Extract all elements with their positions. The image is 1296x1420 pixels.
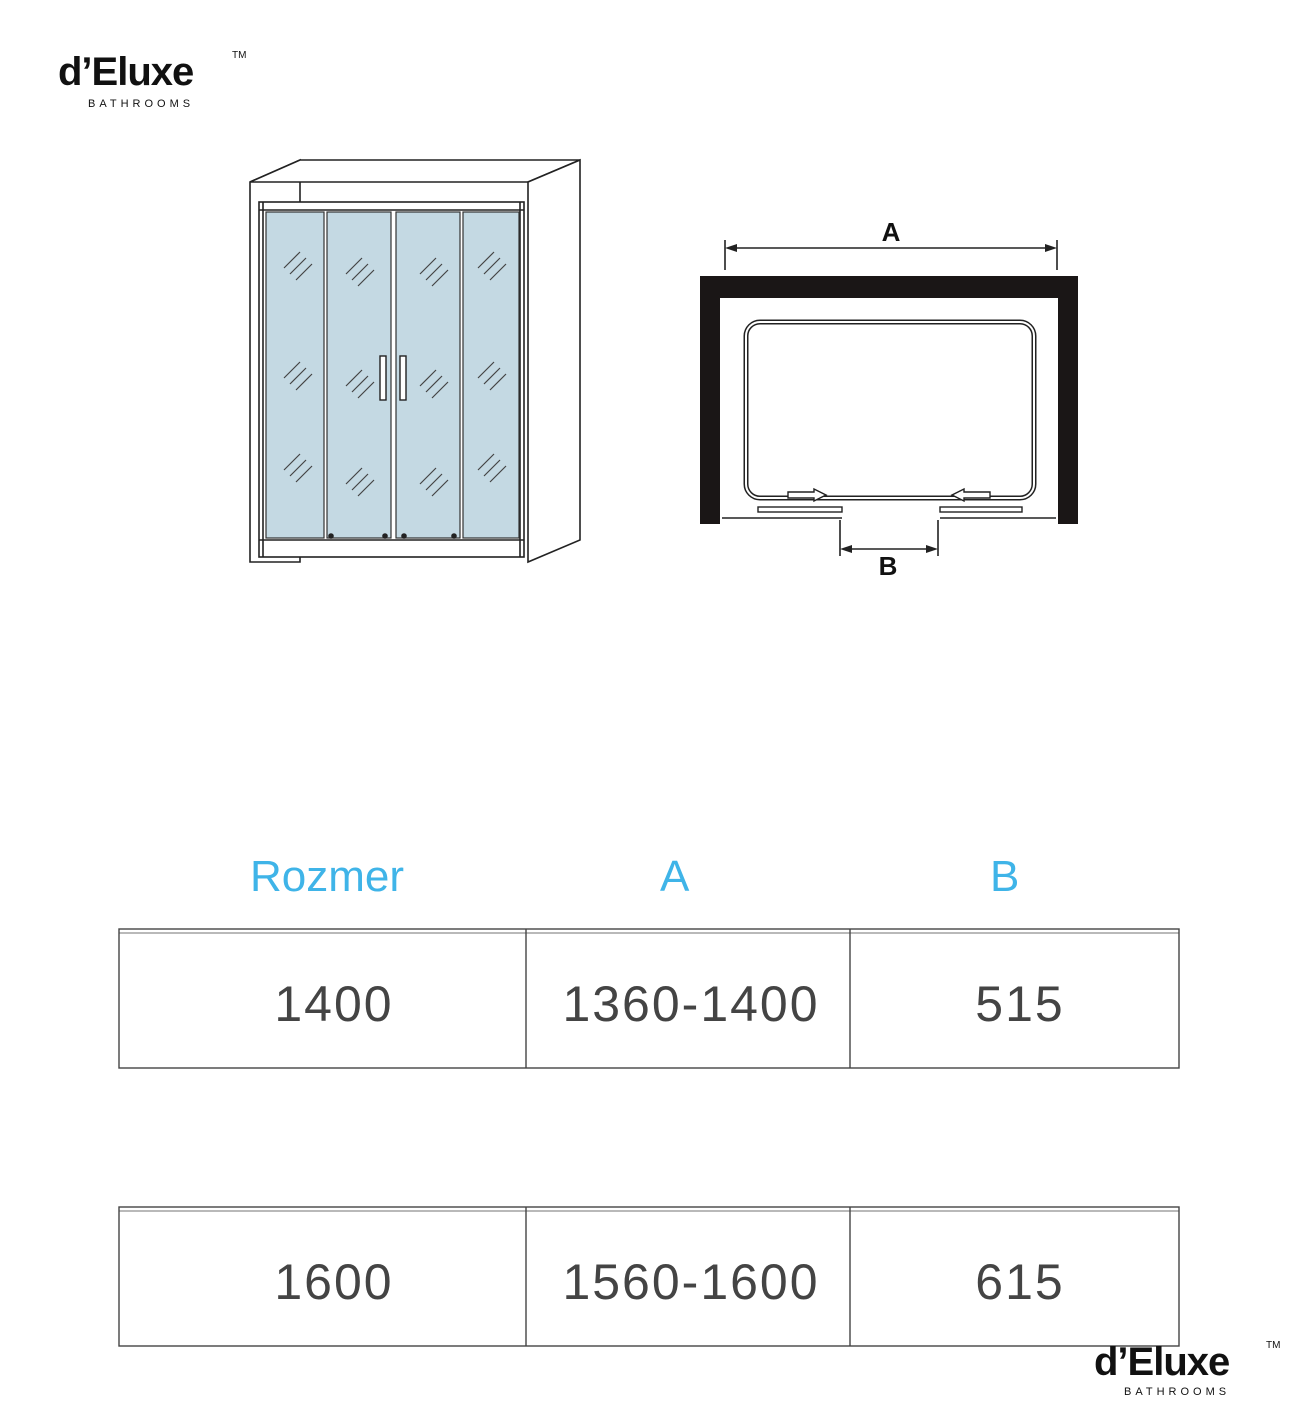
plan-tray [746, 322, 1034, 498]
table-cell-a: 1360-1400 [562, 976, 820, 1032]
table-cell-b: 615 [975, 1254, 1065, 1310]
right-wall [528, 160, 580, 562]
glass-panel-1 [266, 212, 324, 538]
brand-logo-bottom [1094, 1340, 1281, 1398]
glass-panel-4 [463, 212, 519, 538]
label-a: A [881, 217, 901, 247]
table-cell-size: 1400 [274, 976, 394, 1032]
shower-plan-view [700, 217, 1078, 581]
label-b: B [878, 551, 898, 581]
brand-subtitle: BATHROOMS [1124, 1386, 1231, 1398]
brand-tm: TM [232, 50, 247, 61]
header-rozmer: Rozmer [250, 852, 405, 901]
table-cell-a: 1560-1600 [562, 1254, 820, 1310]
brand-subtitle: BATHROOMS [88, 98, 195, 110]
top-edge [250, 160, 580, 182]
plan-walls [700, 276, 1078, 524]
header-b: B [990, 852, 1020, 901]
handle-right [400, 356, 406, 400]
brand-name: d’Eluxe [1094, 1340, 1230, 1384]
table-cell-b: 515 [975, 976, 1065, 1032]
header-a: A [660, 852, 690, 901]
brand-name: d’Eluxe [58, 50, 194, 94]
handle-left [380, 356, 386, 400]
brand-tm: TM [1266, 1340, 1281, 1351]
shower-front-view [250, 160, 580, 562]
table-cell-size: 1600 [274, 1254, 394, 1310]
